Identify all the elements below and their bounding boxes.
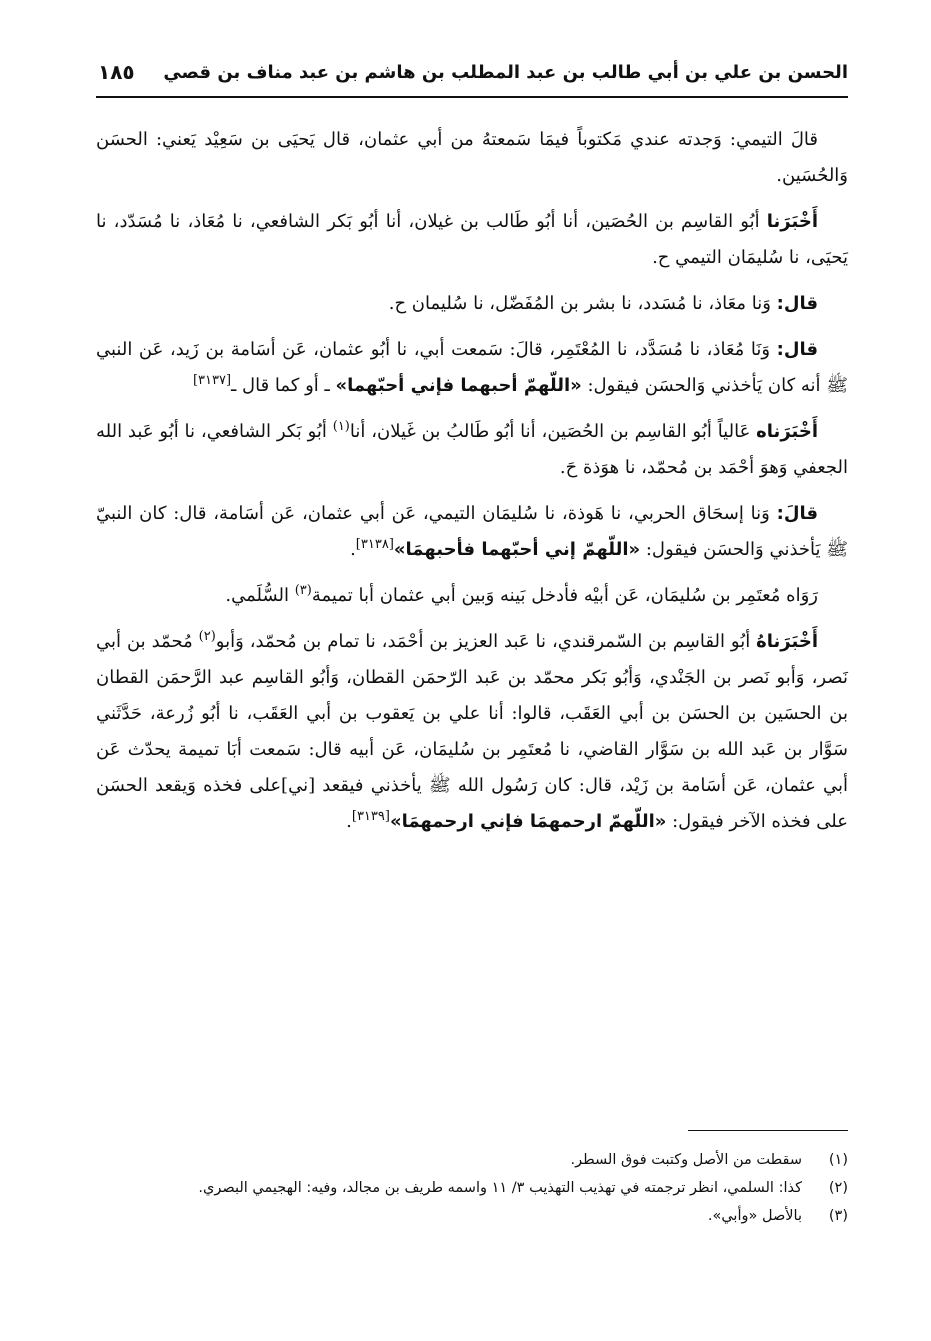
paragraph <box>96 496 848 568</box>
reference-marker: (٣) <box>294 583 312 598</box>
text-segment: . <box>350 539 356 560</box>
paragraph <box>96 122 848 194</box>
bold-text: «اللّهمّ إني أحبّهما فأحبهمَا» <box>393 539 641 560</box>
footnote-text: سقطت من الأصل وكتبت فوق السطر. <box>570 1152 802 1168</box>
text-segment: وَنا إسحَاق الحربي، نا هَوذة، نا سُليمَان التيمي، عَن أبي عثمان، عَن أسَامة، قال: كان النبيّ ﷺ يَأخذني وَالحسَن فيقول: <box>96 503 848 560</box>
text-segment: . <box>346 811 352 832</box>
bold-text: «اللّهمّ ارحمهمَا فإني ارحمهمَا» <box>389 811 667 832</box>
page-header <box>96 58 848 98</box>
paragraph <box>96 414 848 486</box>
reference-marker: [٣١٣٩] <box>351 809 390 824</box>
footnotes <box>96 1146 848 1230</box>
bold-text: قال: <box>776 293 818 314</box>
page-number: ١٨٥ <box>98 60 135 84</box>
paragraph <box>96 332 848 404</box>
footnote-divider <box>688 1130 848 1131</box>
paragraph <box>96 286 848 322</box>
text-segment: وَنَا مُعَاذ، نا مُسَدَّد، نا المُعْتَمِر، قالَ: سَمعت أبي، نا أبُو عثمان، عَن أسَامة بن زَيد، عَن النبي ﷺ أنه كان يَأخذني وَالحسَن فيقول: <box>96 339 848 396</box>
bold-text: «اللّهمّ أحبهما فإني أحبّهما» <box>335 375 582 396</box>
footnote <box>96 1174 848 1202</box>
text-segment: قالَ التيمي: وَجدته عندي مَكتوباً فيمَا سَمعتهُ من أبي عثمان، قال يَحيَى بن سَعِيْد يَعني: الحسَن وَالحُسَين. <box>96 129 848 186</box>
footnote-number: (٢) <box>828 1180 848 1196</box>
footnote-number: (٣) <box>828 1208 848 1224</box>
paragraph <box>96 624 848 840</box>
main-text <box>96 122 848 850</box>
text-segment: أبُو بَكر الشافعي، نا أبُو عَبد الله الجعفي وَهوَ أحْمَد بن مُحمّد، نا هوَذة حَ. <box>96 421 848 478</box>
paragraph <box>96 204 848 276</box>
reference-marker: [٣١٣٨] <box>355 537 394 552</box>
bold-text: أَخْبَرَناه <box>756 421 819 442</box>
bold-text: أَخْبَرَناهُ <box>756 631 818 652</box>
footnote <box>96 1146 848 1174</box>
running-head: الحسن بن علي بن أبي طالب بن عبد المطلب بن هاشم بن عبد مناف بن قصي <box>163 62 848 83</box>
reference-marker: (١) <box>332 419 350 434</box>
footnote-number: (١) <box>828 1152 848 1168</box>
bold-text: قالَ: <box>776 503 818 524</box>
footnote <box>96 1202 848 1230</box>
footnote-text: بالأصل «وأبي». <box>707 1208 802 1224</box>
text-segment: عَالياً أبُو القاسِم بن الحُصَين، أنا أبُو طَالبُ بن غَيلان، أنا <box>349 421 757 442</box>
bold-text: أَخْبَرَنا <box>766 211 818 232</box>
text-segment: رَوَاه مُعتَمِر بن سُليمَان، عَن أبيْه فأدخل بَينه وَبين أبي عثمان أبا تميمة <box>311 585 818 606</box>
reference-marker: [٣١٣٧] <box>192 373 232 388</box>
text-segment: ـ أو كما قال ـ <box>231 375 336 396</box>
footnote-text: كذا: السلمي، انظر ترجمته في تهذيب التهذيب ٣/ ١١ واسمه طريف بن مجالد، وفيه: الهجيمي البصري. <box>198 1180 802 1196</box>
text-segment: السُّلَمي. <box>225 585 295 606</box>
reference-marker: (٢) <box>198 629 216 644</box>
text-segment: مُحمّد بن أبي نَصر، وَأبو نَصر بن الجَنْدي، وَأبُو بَكر محمّد بن عَبد الرّحمَن القطان، وَأبُو القاسِم عبد الرَّحمَن القطان بن الحسَين بن الحسَن بن أبي العَقَب، قالوا: أنا علي بن يَعقوب بن أبي العَقَب، نا أبُو زُرعة، حَدَّثَني سَوَّار بن عَبد الله بن سَوَّار القاضي، نا مُعتَمِر بن سُليمَان، عَن أبيه قال: سَمعت أبَا تميمة يحدّث عَن أبي عثمان، عَن أسَامة بن زَيْد، قال: كان رَسُول الله ﷺ يأخذني فيقعد [ني]على فخذه وَيقعد الحسَن على فخذه الآخر فيقول: <box>96 631 848 832</box>
bold-text: قال: <box>776 339 818 360</box>
text-segment: وَنا معَاذ، نا مُسَدد، نا بشر بن المُفَضّل، نا سُليمان ح. <box>388 293 777 314</box>
paragraph <box>96 578 848 614</box>
text-segment: أبُو القاسِم بن السّمرقندي، نا عَبد العزيز بن أحْمَد، نا تمام بن مُحمّد، وَأبو <box>215 631 757 652</box>
text-segment: أبُو القاسِم بن الحُصَين، أنا أبُو طَالب بن غيلان، أنا أبُو بَكر الشافعي، نا مُعَاذ، نا مُسَدّد، نا يَحيَى، نا سُليمَان التيمي ح. <box>96 211 848 268</box>
